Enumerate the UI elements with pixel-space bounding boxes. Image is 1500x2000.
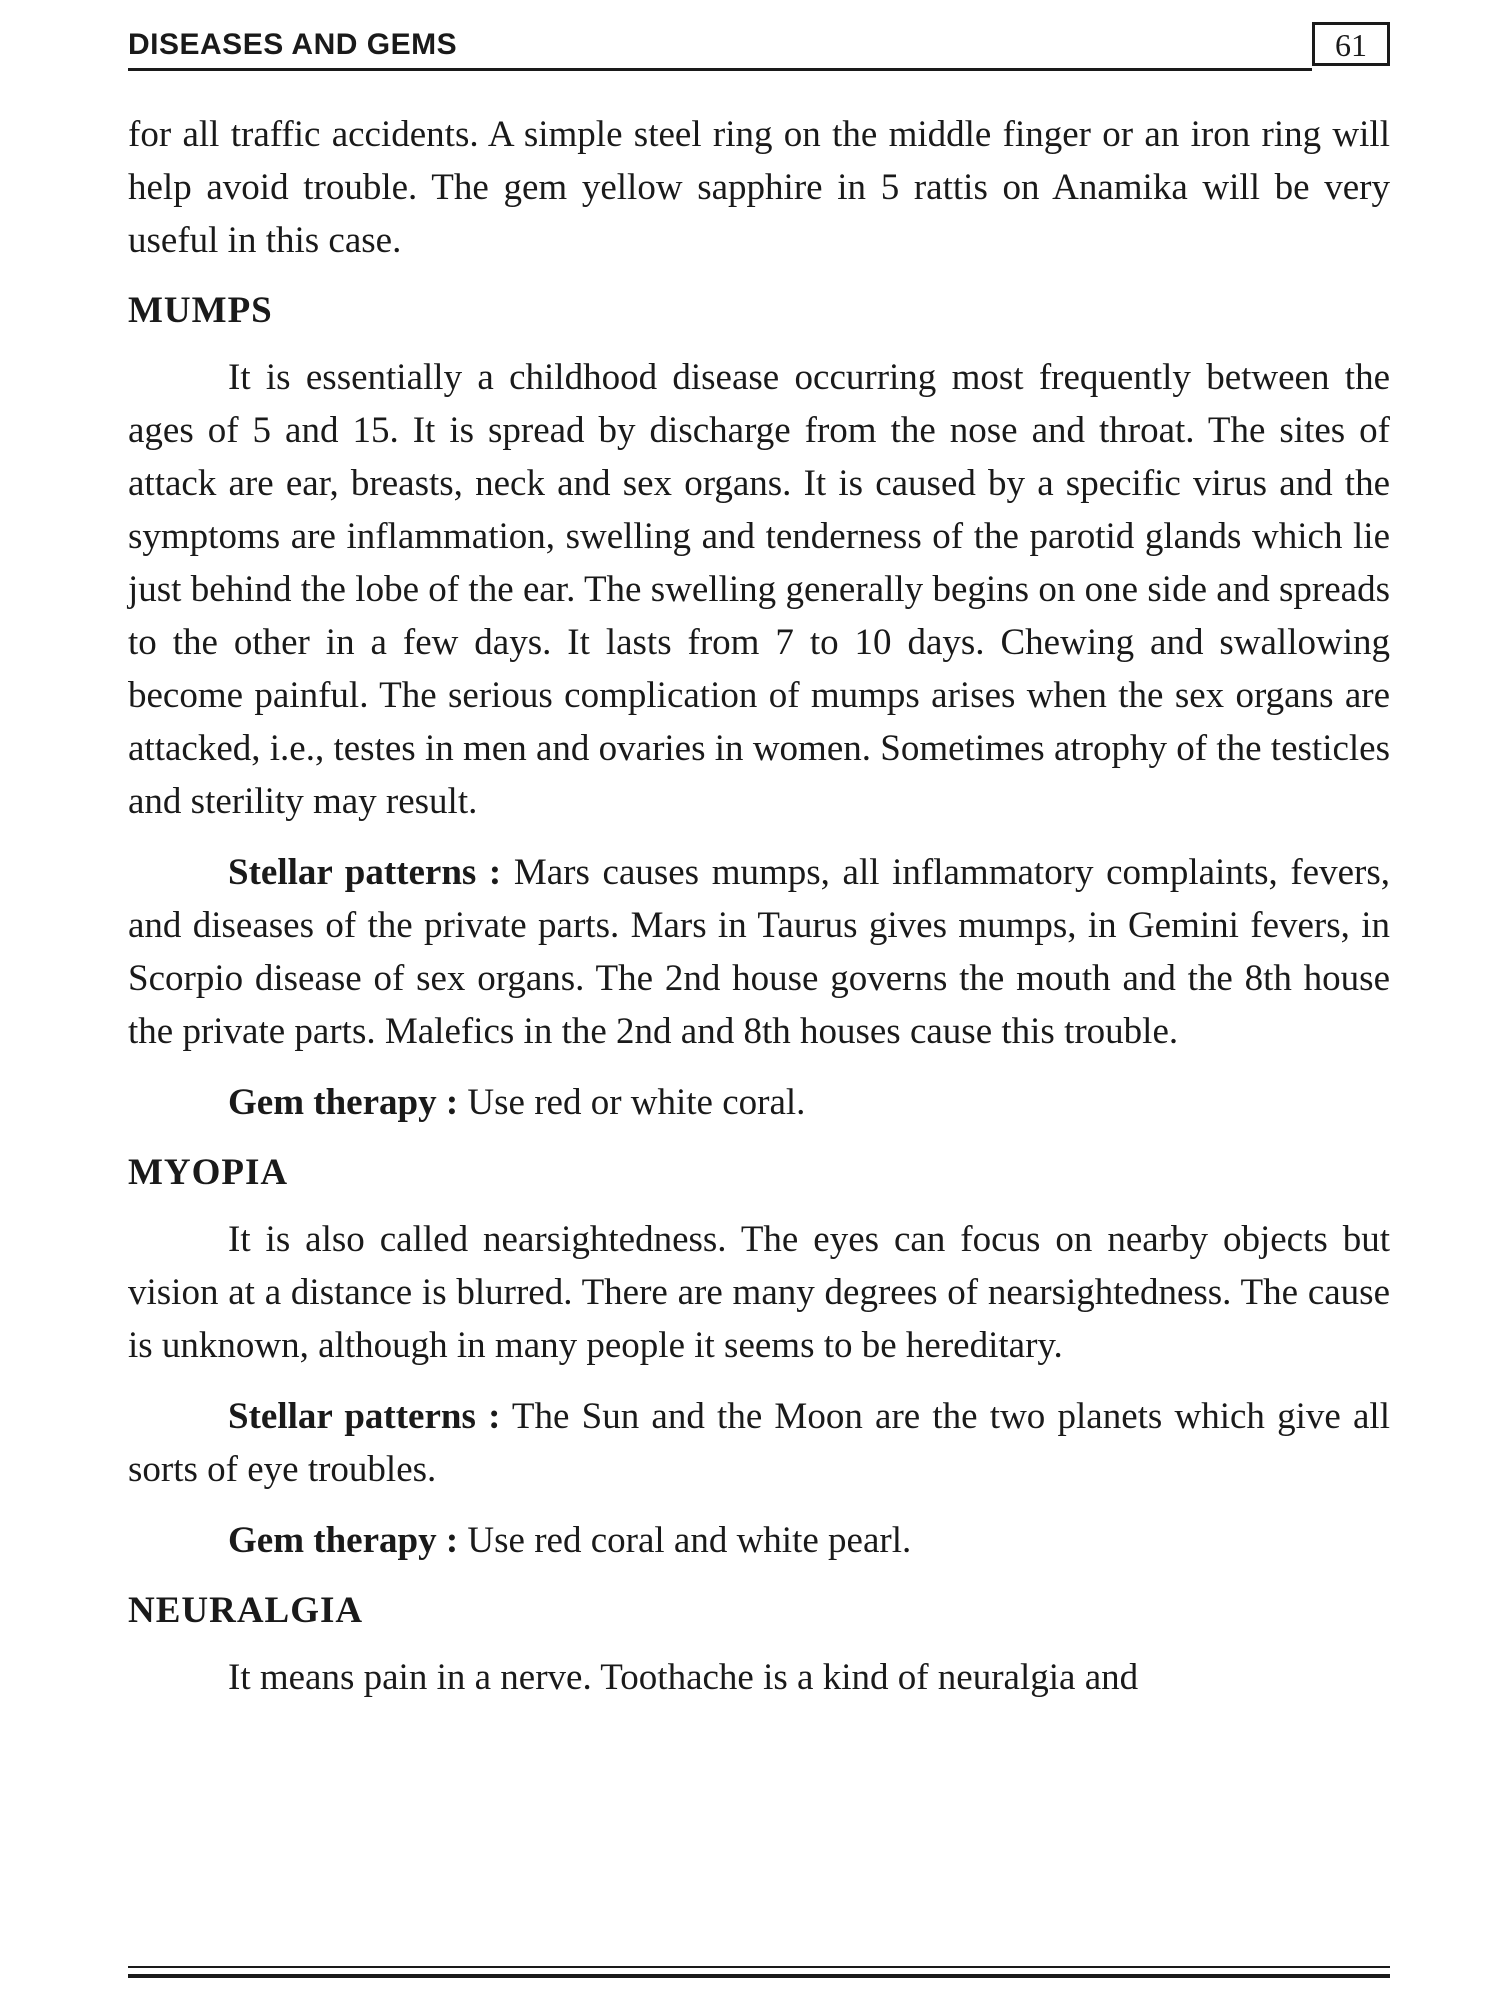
myopia-stellar-patterns — [128, 1390, 1390, 1496]
stellar-patterns-label: Stellar patterns : — [228, 852, 502, 893]
running-header-title: DISEASES AND GEMS — [128, 28, 458, 61]
myopia-gem-therapy — [128, 1514, 1390, 1567]
section-heading-myopia: MYOPIA — [128, 1152, 289, 1193]
myopia-description: It is also called nearsightedness. The eyes can focus on nearby objects but vision at a distance is blurred. There are many degrees of nearsightedness. The cause is unknown, although in many people it seems to be hereditary. — [128, 1219, 1390, 1366]
intro-paragraph: for all traffic accidents. A simple steel ring on the middle finger or an iron ring will help avoid trouble. The gem yellow sapphire in 5 rattis on Anamika will be very useful in this case. — [128, 114, 1390, 261]
gem-therapy-label: Gem therapy : — [228, 1082, 459, 1123]
neuralgia-description: It means pain in a nerve. Toothache is a kind of neuralgia and — [228, 1657, 1139, 1698]
mumps-gem-therapy — [128, 1076, 1390, 1129]
gem-therapy-label: Gem therapy : — [228, 1520, 459, 1561]
page-body — [128, 108, 1390, 1704]
mumps-stellar-patterns — [128, 846, 1390, 1058]
section-heading-neuralgia: NEURALGIA — [128, 1590, 364, 1631]
header-rule — [128, 68, 1312, 71]
running-header — [128, 22, 1390, 70]
footer-rule-thin — [128, 1966, 1390, 1968]
section-heading-mumps: MUMPS — [128, 290, 273, 331]
footer-rule-thick — [128, 1974, 1390, 1978]
stellar-patterns-text: The Sun and the Moon are the two planets which give all sorts of eye troubles. — [128, 1396, 1390, 1490]
stellar-patterns-text: Mars causes mumps, all inflammatory complaints, fevers, and diseases of the private parts. Mars in Taurus gives mumps, in Gemini fevers, in Scorpio disease of sex organs. The 2nd house governs the mouth and the 8th house the private parts. Malefics in the 2nd and 8th houses cause this trouble. — [128, 852, 1390, 1052]
stellar-patterns-label: Stellar patterns : — [228, 1396, 501, 1437]
gem-therapy-text: Use red or white coral. — [467, 1082, 806, 1123]
mumps-description: It is essentially a childhood disease occurring most frequently between the ages of 5 and 15. It is spread by discharge from the nose and throat. The sites of attack are ear, breasts, neck and sex organs. It is caused by a specific virus and the symptoms are inflammation, swelling and tenderness of the parotid glands which lie just behind the lobe of the ear. The swelling generally begins on one side and spreads to the other in a few days. It lasts from 7 to 10 days. Chewing and swallowing become painful. The serious complication of mumps arises when the sex organs are attacked, i.e., testes in men and ovaries in women. Sometimes atrophy of the testicles and sterility may result. — [128, 357, 1390, 822]
gem-therapy-text: Use red coral and white pearl. — [467, 1520, 912, 1561]
page-number: 61 — [1312, 22, 1390, 66]
